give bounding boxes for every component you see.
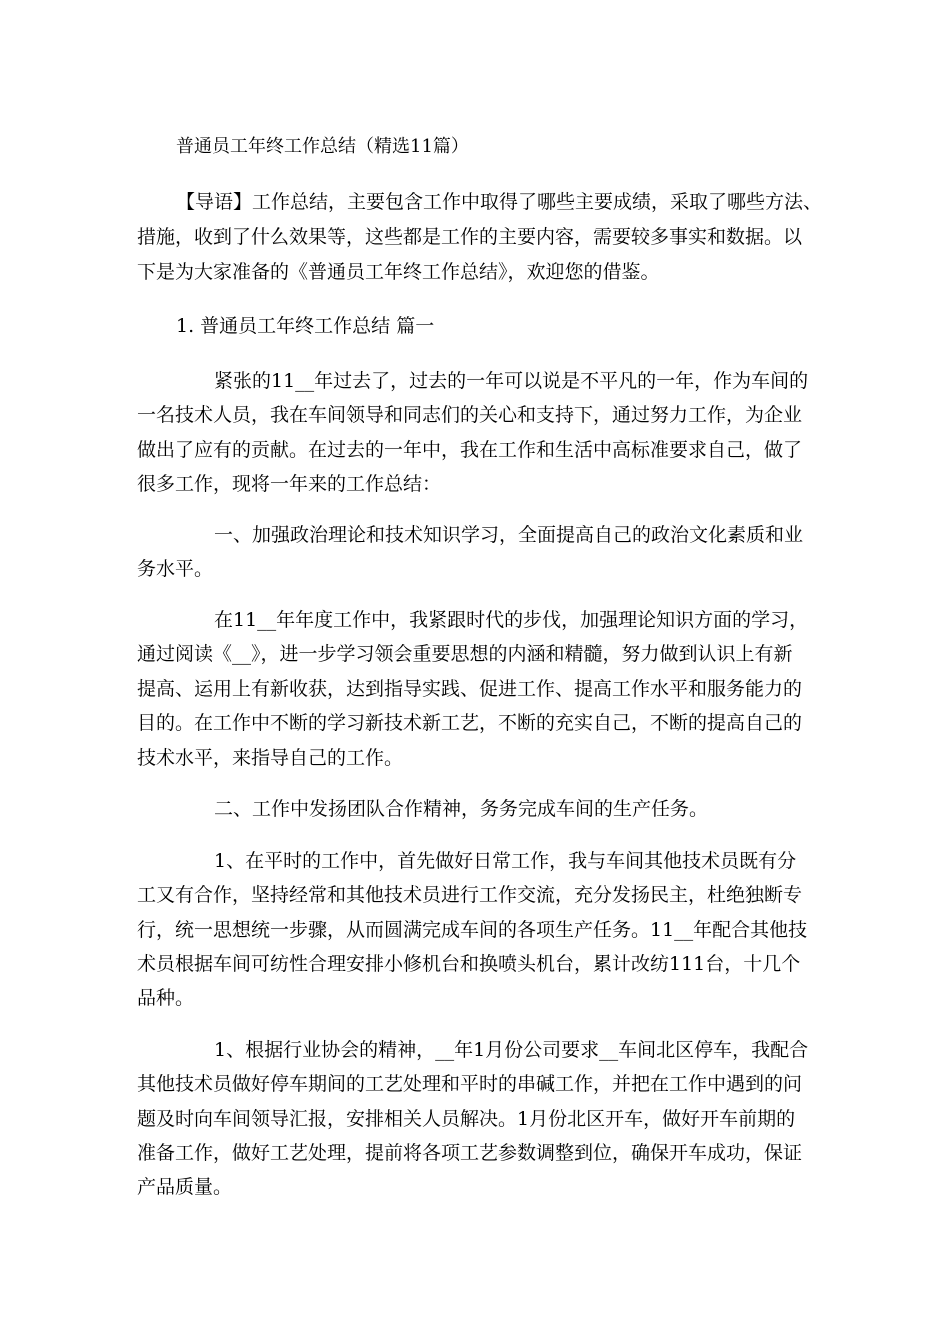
section-heading: 1. 普通员工年终工作总结 篇一 <box>176 315 435 337</box>
paragraph-line: 做出了应有的贡献。在过去的一年中，我在工作和生活中高标准要求自己，做了 <box>137 439 803 461</box>
paragraph-line: 紧张的11__年过去了，过去的一年可以说是不平凡的一年，作为车间的 <box>214 370 809 392</box>
paragraph-line: 术员根据车间可纺性合理安排小修机台和换喷头机台，累计改纺111台，十几个 <box>137 953 801 975</box>
paragraph-line: 1、根据行业协会的精神，__年1月份公司要求__车间北区停车，我配合 <box>214 1039 809 1061</box>
paragraph-line: 在11__年年度工作中，我紧跟时代的步伐，加强理论知识方面的学习， <box>214 609 809 631</box>
paragraph-line: 1、在平时的工作中，首先做好日常工作，我与车间其他技术员既有分 <box>214 850 797 872</box>
paragraph-line: 行，统一思想统一步骤，从而圆满完成车间的各项生产任务。11__年配合其他技 <box>137 919 808 941</box>
paragraph-line: 技术水平，来指导自己的工作。 <box>137 747 404 769</box>
paragraph-line: 产品质量。 <box>137 1176 233 1198</box>
paragraph-line: 工又有合作，坚持经常和其他技术员进行工作交流，充分发扬民主，杜绝独断专 <box>137 884 803 906</box>
intro-line: 下是为大家准备的《普通员工年终工作总结》，欢迎您的借鉴。 <box>137 261 660 283</box>
paragraph-line: 很多工作，现将一年来的工作总结： <box>137 473 442 495</box>
subheading-line: 务水平。 <box>137 558 214 580</box>
subheading: 二、工作中发扬团队合作精神，务务完成车间的生产任务。 <box>214 798 709 820</box>
paragraph-line: 目的。在工作中不断的学习新技术新工艺，不断的充实自己，不断的提高自己的 <box>137 712 803 734</box>
subheading-line: 一、加强政治理论和技术知识学习，全面提高自己的政治文化素质和业 <box>214 524 804 546</box>
paragraph-line: 品种。 <box>137 987 195 1009</box>
document-title: 普通员工年终工作总结（精选11篇） <box>176 136 469 157</box>
paragraph-line: 题及时向车间领导汇报，安排相关人员解决。1月份北区开车，做好开车前期的 <box>137 1108 796 1130</box>
intro-line: 【导语】工作总结，主要包含工作中取得了哪些主要成绩，采取了哪些方法、 <box>176 191 823 213</box>
paragraph-line: 一名技术人员，我在车间领导和同志们的关心和支持下，通过努力工作，为企业 <box>137 404 803 426</box>
paragraph-line: 准备工作，做好工艺处理，提前将各项工艺参数调整到位，确保开车成功，保证 <box>137 1142 803 1164</box>
intro-line: 措施，收到了什么效果等，这些都是工作的主要内容，需要较多事实和数据。以 <box>137 226 803 248</box>
paragraph-line: 提高、运用上有新收获，达到指导实践、促进工作、提高工作水平和服务能力的 <box>137 678 803 700</box>
paragraph-line: 其他技术员做好停车期间的工艺处理和平时的串碱工作，并把在工作中遇到的问 <box>137 1073 803 1095</box>
paragraph-line: 通过阅读《__》，进一步学习领会重要思想的内涵和精髓，努力做到认识上有新 <box>137 643 793 665</box>
